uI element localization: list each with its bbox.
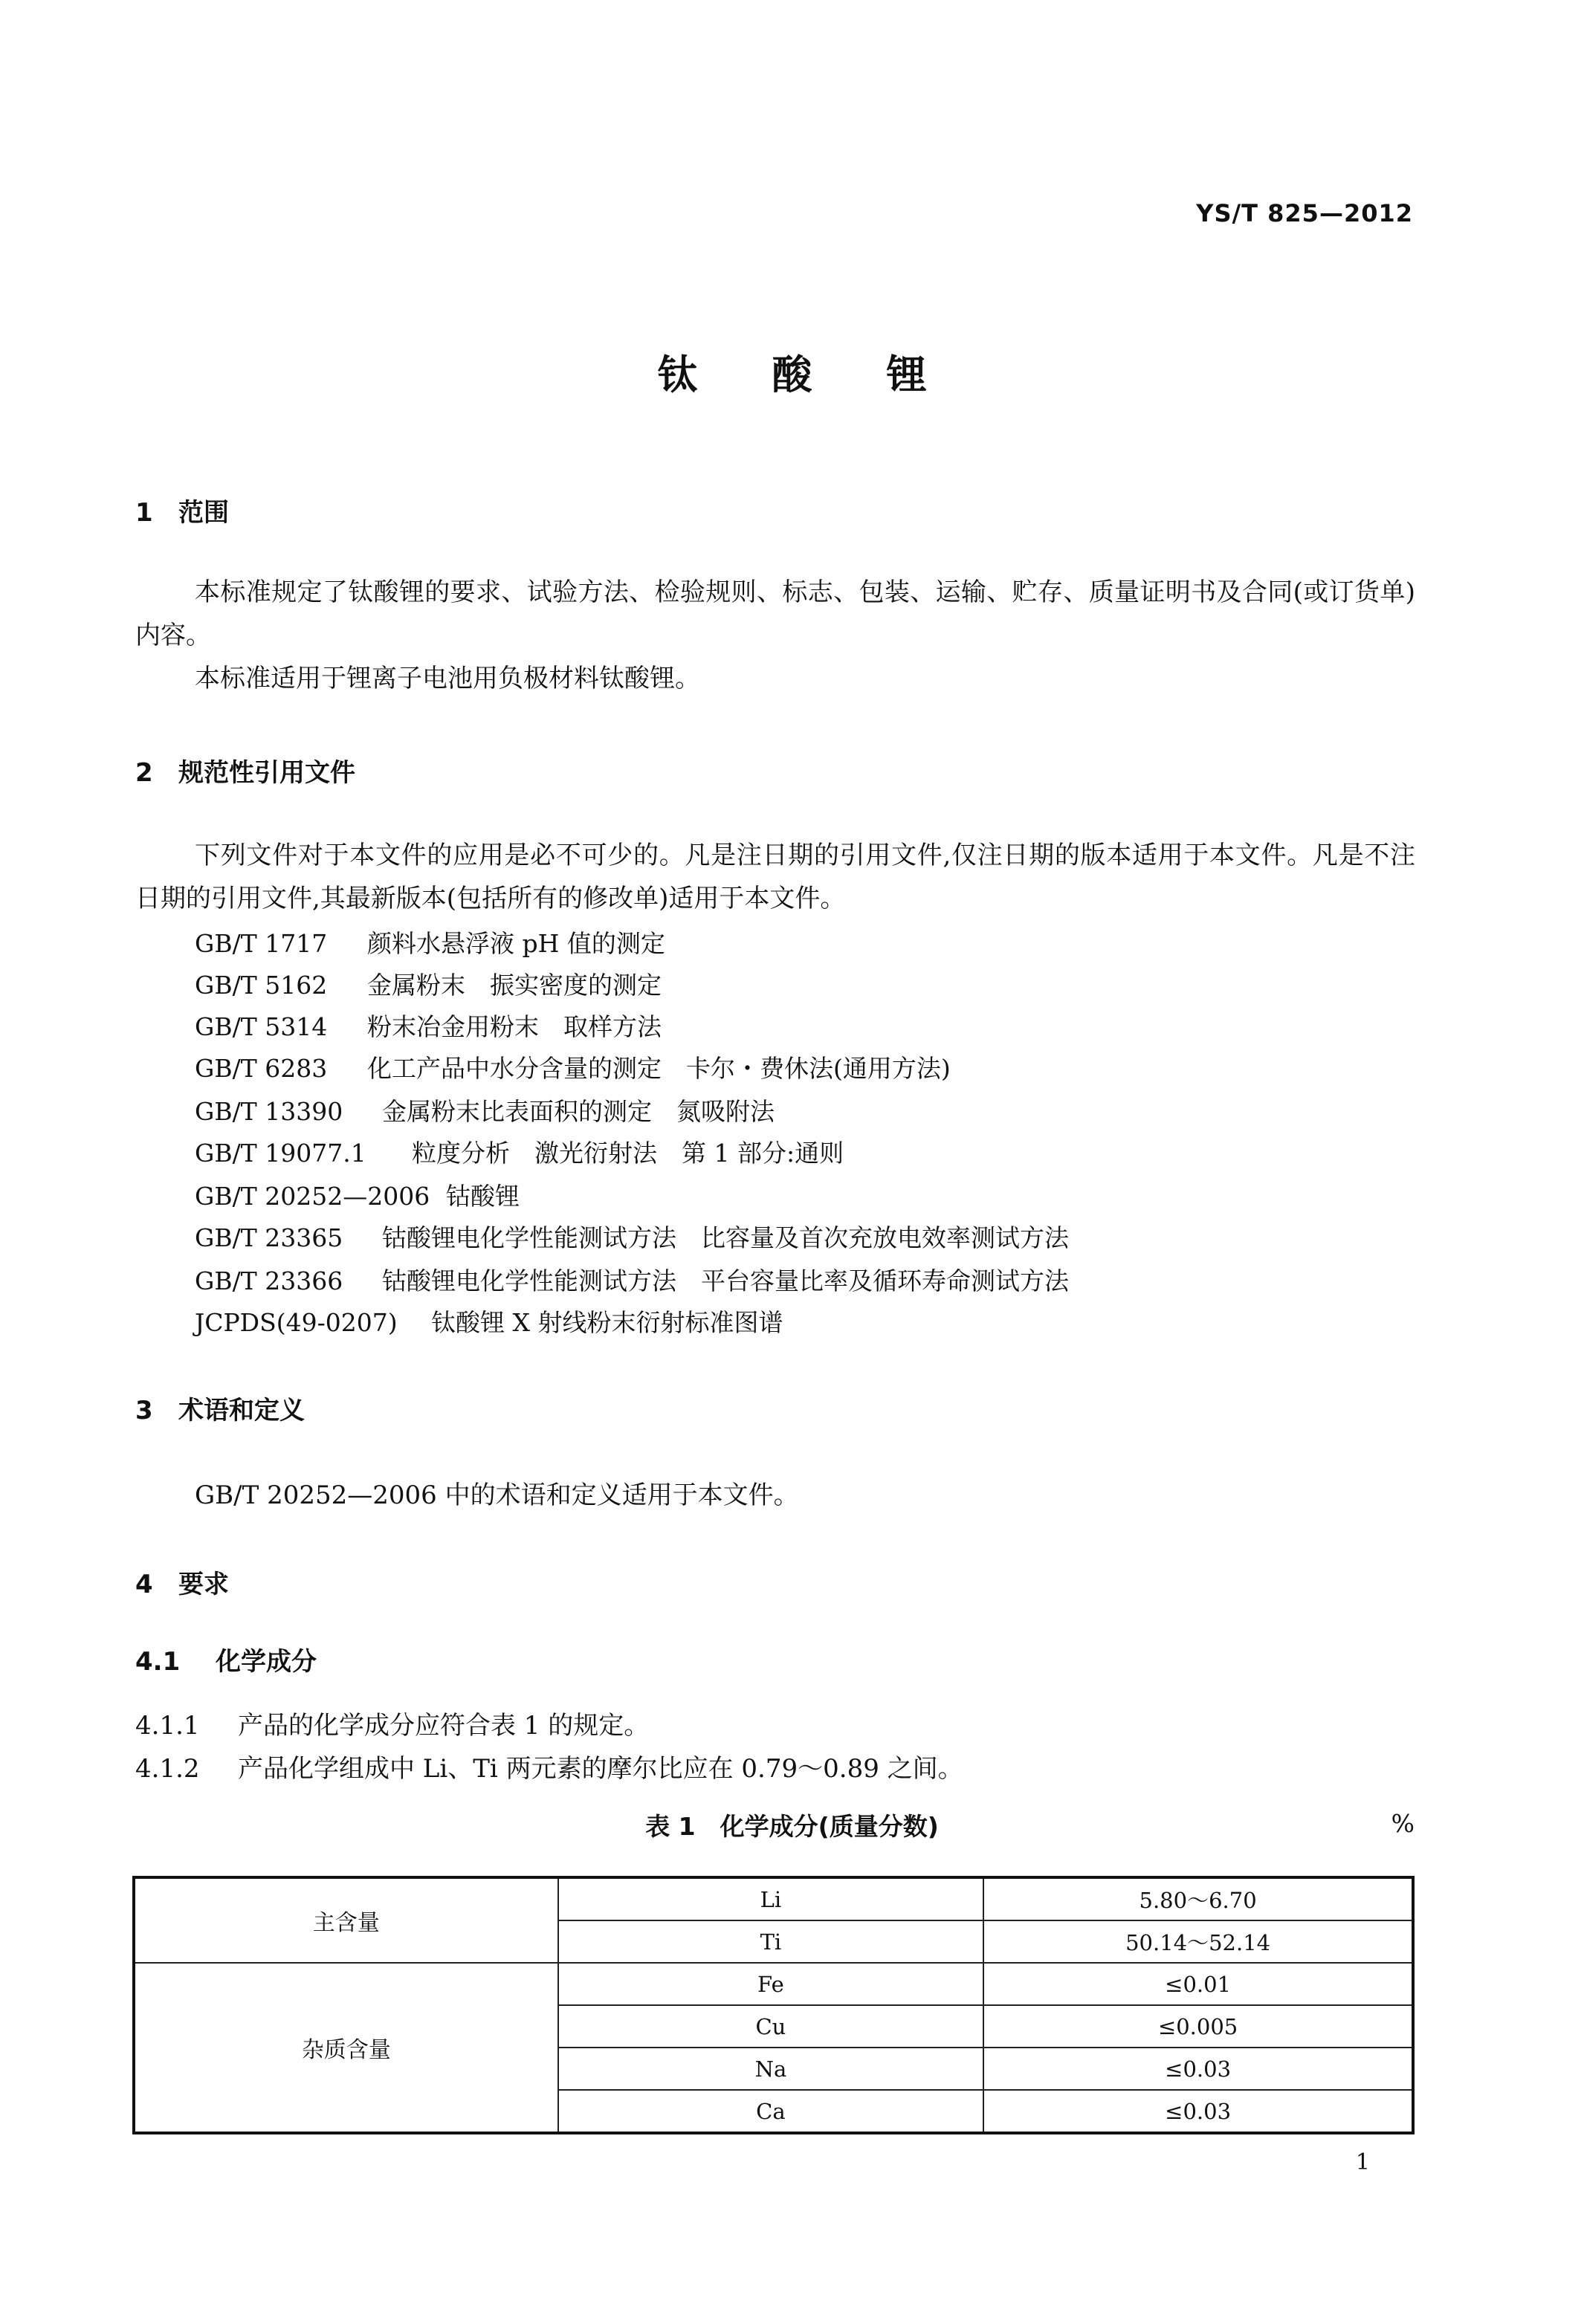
reference-code: GB/T 1717 <box>195 929 328 958</box>
reference-title: 钴酸锂电化学性能测试方法 比容量及首次充放电效率测试方法 <box>382 1223 1069 1252</box>
chemical-composition-table <box>132 1876 1415 2134</box>
value-cell: 50.14～52.14 <box>983 1920 1413 1963</box>
value-cell: ≤0.03 <box>983 2090 1413 2133</box>
section-number: 1 <box>135 498 153 528</box>
element-cell: Li <box>558 1877 984 1920</box>
section-title: 化学成分 <box>216 1647 317 1677</box>
reference-code: GB/T 13390 <box>195 1097 343 1126</box>
section-1-paragraph-2: 本标准适用于锂离子电池用负极材料钛酸锂。 <box>195 664 700 693</box>
reference-item <box>195 1093 775 1127</box>
section-title: 规范性引用文件 <box>178 758 355 788</box>
clause-number: 4.1.1 <box>135 1711 200 1741</box>
clause-4-1-2 <box>135 1748 963 1784</box>
reference-code: GB/T 23365 <box>195 1223 343 1252</box>
section-number: 4.1 <box>135 1647 181 1677</box>
reference-code: GB/T 23366 <box>195 1266 343 1295</box>
reference-title: 金属粉末比表面积的测定 氮吸附法 <box>382 1097 775 1126</box>
reference-item <box>195 1262 1069 1297</box>
reference-code: GB/T 5314 <box>195 1012 328 1041</box>
reference-item <box>195 1049 951 1084</box>
element-cell: Ca <box>558 2090 984 2133</box>
value-cell: ≤0.005 <box>983 2005 1413 2048</box>
document-title: 钛酸锂 <box>657 352 1001 398</box>
clause-text: 产品化学组成中 Li、Ti 两元素的摩尔比应在 0.79～0.89 之间。 <box>238 1754 963 1784</box>
value-cell: 5.80～6.70 <box>983 1877 1413 1920</box>
clause-number: 4.1.2 <box>135 1754 200 1784</box>
reference-item <box>195 1219 1069 1254</box>
reference-code: GB/T 6283 <box>195 1054 328 1083</box>
section-title: 要求 <box>178 1570 229 1599</box>
section-number: 4 <box>135 1570 153 1599</box>
clause-4-1-1 <box>135 1705 649 1741</box>
section-title: 术语和定义 <box>178 1396 305 1425</box>
reference-code: GB/T 5162 <box>195 971 328 1000</box>
reference-item <box>195 925 665 959</box>
reference-title: 钴酸锂 <box>446 1182 520 1211</box>
table-unit: % <box>1391 1809 1415 1838</box>
page-number: 1 <box>1355 2149 1370 2175</box>
section-title: 范围 <box>178 498 229 528</box>
clause-text: 产品的化学成分应符合表 1 的规定。 <box>238 1711 650 1741</box>
table-row <box>134 1877 1413 1920</box>
group-cell-impurity-content: 杂质含量 <box>134 1963 558 2133</box>
section-2-paragraph-1: 下列文件对于本文件的应用是必不可少的。凡是注日期的引用文件,仅注日期的版本适用于本文件。凡是不注日期的引用文件,其最新版本(包括所有的修改单)适用于本文件。 <box>135 841 1415 913</box>
element-cell: Na <box>558 2048 984 2090</box>
reference-item <box>195 1177 520 1212</box>
table-row <box>134 1963 1413 2005</box>
reference-title: 粉末冶金用粉末 取样方法 <box>367 1012 662 1041</box>
section-number: 2 <box>135 758 153 788</box>
reference-item <box>195 1008 662 1043</box>
reference-code: JCPDS(49-0207) <box>195 1308 398 1337</box>
section-4-1-heading <box>135 1641 317 1677</box>
element-cell: Ti <box>558 1920 984 1963</box>
reference-item <box>195 966 662 1001</box>
reference-title: 粒度分析 激光衍射法 第 1 部分:通则 <box>412 1139 844 1168</box>
value-cell: ≤0.01 <box>983 1963 1413 2005</box>
reference-code: GB/T 20252—2006 <box>195 1182 430 1211</box>
reference-title: 金属粉末 振实密度的测定 <box>367 971 662 1000</box>
section-number: 3 <box>135 1396 153 1425</box>
reference-title: 钴酸锂电化学性能测试方法 平台容量比率及循环寿命测试方法 <box>382 1266 1069 1295</box>
section-4-heading <box>135 1564 229 1600</box>
reference-item <box>195 1304 783 1339</box>
reference-code: GB/T 19077.1 <box>195 1139 366 1168</box>
section-3-paragraph-1: GB/T 20252—2006 中的术语和定义适用于本文件。 <box>195 1480 799 1510</box>
section-1-heading <box>135 492 229 528</box>
reference-title: 化工产品中水分含量的测定 卡尔・费休法(通用方法) <box>367 1054 951 1083</box>
section-3-heading <box>135 1390 305 1426</box>
standard-code: YS/T 825—2012 <box>1196 199 1413 227</box>
reference-title: 钛酸锂 X 射线粉末衍射标准图谱 <box>431 1308 783 1337</box>
group-cell-main-content: 主含量 <box>134 1877 558 1963</box>
element-cell: Fe <box>558 1963 984 2005</box>
section-1-paragraph-1: 本标准规定了钛酸锂的要求、试验方法、检验规则、标志、包装、运输、贮存、质量证明书及合同(或订货单)内容。 <box>135 577 1415 650</box>
table-title: 表 1 化学成分(质量分数) <box>645 1812 939 1841</box>
element-cell: Cu <box>558 2005 984 2048</box>
value-cell: ≤0.03 <box>983 2048 1413 2090</box>
reference-item <box>195 1134 844 1169</box>
section-2-heading <box>135 752 355 789</box>
reference-title: 颜料水悬浮液 pH 值的测定 <box>367 929 665 958</box>
